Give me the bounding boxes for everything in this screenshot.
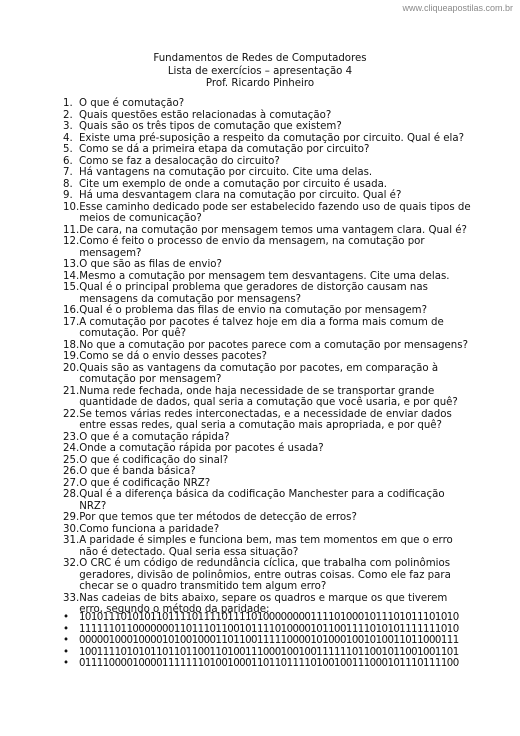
question-item (63, 179, 473, 191)
question-text: Qual é o principal problema que geradores de distorção causam nas mensagens da comutação por mensagens? (79, 282, 428, 305)
question-text: Como se faz a desalocação do circuito? (79, 155, 280, 167)
question-number: 15. (63, 282, 80, 293)
question-item (63, 271, 473, 283)
question-text: Como funciona a paridade? (79, 523, 220, 535)
question-text: Existe uma pré-suposição a respeito da comutação por circuito. Qual é ela? (79, 132, 464, 144)
question-text: Nas cadeias de bits abaixo, separe os quadros e marque os que tiverem erro, segundo o método da paridade: (79, 592, 448, 615)
question-item (63, 340, 473, 352)
question-item (63, 443, 473, 455)
question-item (63, 98, 473, 110)
bit-string: 1010111010101101111011110111101000000001111010001011101011101010 (79, 612, 459, 623)
bit-string-item (63, 635, 483, 647)
question-text: O que é codificação do sinal? (79, 454, 229, 466)
question-text: O que é codificação NRZ? (79, 477, 211, 489)
question-number: 22. (63, 408, 80, 420)
question-text: Como se dá o envio desses pacotes? (79, 351, 267, 362)
question-item (63, 236, 473, 259)
site-watermark: www.cliqueapostilas.com.br (402, 3, 513, 13)
question-item (63, 524, 473, 536)
question-number: 14. (63, 270, 80, 282)
question-number: 17. (63, 316, 80, 328)
question-item (63, 202, 473, 225)
question-number: 26. (63, 466, 80, 477)
question-text: O que são as filas de envio? (79, 259, 222, 270)
question-number: 33. (63, 592, 80, 604)
question-number: 27. (63, 477, 80, 489)
question-number: 30. (63, 523, 80, 535)
question-number: 28. (63, 489, 80, 500)
bit-string-item (63, 647, 483, 659)
question-number: 1. (63, 98, 73, 109)
question-number: 5. (63, 144, 73, 155)
question-list (63, 98, 473, 616)
bit-string-item (63, 624, 483, 636)
question-text: O que é a comutação rápida? (79, 431, 230, 443)
question-item (63, 466, 473, 478)
question-number: 18. (63, 339, 80, 351)
question-number: 7. (63, 167, 73, 178)
question-number: 21. (63, 385, 80, 397)
question-number: 9. (63, 190, 73, 201)
question-text: Há uma desvantagem clara na comutação por circuito. Qual é? (79, 190, 402, 201)
question-number: 2. (63, 109, 73, 121)
question-item (63, 317, 473, 340)
question-item (63, 535, 473, 558)
bullet-icon: • (63, 658, 70, 669)
question-number: 20. (63, 362, 80, 374)
question-number: 25. (63, 454, 80, 466)
question-text: Qual é o problema das filas de envio na comutação por mensagem? (79, 305, 428, 316)
question-number: 4. (63, 132, 73, 144)
bit-string: 0000010001000010100100011011001111100001010001001010011011000111 (79, 635, 459, 646)
question-number: 29. (63, 512, 80, 523)
question-text: A comutação por pacotes é talvez hoje em dia a forma mais comum de comutação. Por quê? (79, 316, 444, 339)
question-item (63, 259, 473, 271)
question-number: 10. (63, 201, 80, 213)
bullet-icon: • (63, 646, 70, 658)
question-item (63, 409, 473, 432)
question-text: O CRC é um código de redundância cíclica, que trabalha com polinômios geradores, divisão de polinômios, entre outras coisas. Como ele faz para checar se o quadro transmitido tem algum erro? (79, 558, 451, 592)
question-number: 19. (63, 351, 80, 362)
question-item (63, 156, 473, 168)
question-text: Qual é a diferença básica da codificação Manchester para a codificação NRZ? (79, 489, 445, 512)
question-item (63, 190, 473, 202)
question-item (63, 432, 473, 444)
question-number: 3. (63, 121, 73, 132)
question-number: 24. (63, 443, 80, 454)
question-item (63, 110, 473, 122)
question-item (63, 225, 473, 237)
bit-string-item (63, 612, 483, 624)
document-header (0, 53, 520, 91)
course-title: Fundamentos de Redes de Computadores (153, 53, 367, 64)
bullet-icon: • (63, 612, 70, 623)
bullet-icon: • (63, 623, 70, 635)
question-number: 12. (63, 236, 80, 247)
question-text: A paridade é simples e funciona bem, mas tem momentos em que o erro não é detectado. Qual seria essa situação? (79, 535, 453, 558)
bit-string: 0111100001000011111110100100011011011110100100111000101110111100 (79, 658, 459, 669)
question-item (63, 121, 473, 133)
question-item (63, 133, 473, 145)
question-text: Numa rede fechada, onde haja necessidade de se transportar grande quantidade de dados, qual seria a comutação que você usaria, e por quê? (79, 385, 458, 408)
question-text: Há vantagens na comutação por circuito. Cite uma delas. (79, 167, 373, 178)
question-item (63, 558, 473, 593)
question-item (63, 144, 473, 156)
question-item (63, 282, 473, 305)
question-text: Quais são os três tipos de comutação que existem? (79, 121, 342, 132)
question-text: Como é feito o processo de envio da mensagem, na comutação por mensagem? (79, 236, 425, 259)
question-item (63, 478, 473, 490)
question-number: 31. (63, 535, 80, 546)
question-text: Quais questões estão relacionadas à comutação? (79, 109, 332, 121)
professor-name: Prof. Ricardo Pinheiro (205, 78, 315, 89)
bit-string-list (63, 612, 483, 670)
question-text: Quais são as vantagens da comutação por pacotes, em comparação à comutação por mensagem? (79, 362, 439, 385)
bullet-icon: • (63, 635, 70, 646)
question-text: No que a comutação por pacotes parece com a comutação por mensagens? (79, 339, 468, 351)
question-text: Se temos várias redes interconectadas, e a necessidade de enviar dados entre essas redes, qual seria a comutação mais apropriada, e por quê? (79, 408, 452, 431)
question-number: 32. (63, 558, 80, 569)
bit-string-item (63, 658, 483, 670)
question-text: Esse caminho dedicado pode ser estabelecido fazendo uso de quais tipos de meios de comunicação? (79, 201, 471, 224)
bit-string: 1001111010101101101100110100111000100100111111011001011001001101 (79, 646, 459, 658)
question-text: Cite um exemplo de onde a comutação por circuito é usada. (79, 178, 388, 190)
question-number: 23. (63, 431, 80, 443)
question-text: O que é comutação? (79, 98, 185, 109)
question-text: De cara, na comutação por mensagem temos uma vantagem clara. Qual é? (79, 224, 467, 236)
question-number: 16. (63, 305, 80, 316)
question-item (63, 455, 473, 467)
question-number: 11. (63, 224, 80, 236)
question-number: 13. (63, 259, 80, 270)
question-text: O que é banda básica? (79, 466, 196, 477)
question-item (63, 305, 473, 317)
question-text: Por que temos que ter métodos de detecção de erros? (79, 512, 357, 523)
question-number: 6. (63, 155, 73, 167)
bit-string: 1111110110000000110111011001011110100001011001111010101111111010 (79, 623, 459, 635)
question-text: Onde a comutação rápida por pacotes é usada? (79, 443, 324, 454)
question-item (63, 351, 473, 363)
question-item (63, 363, 473, 386)
question-item (63, 167, 473, 179)
question-item (63, 489, 473, 512)
question-item (63, 512, 473, 524)
question-text: Mesmo a comutação por mensagem tem desvantagens. Cite uma delas. (79, 270, 450, 282)
question-number: 8. (63, 178, 73, 190)
question-item (63, 386, 473, 409)
question-text: Como se dá a primeira etapa da comutação por circuito? (79, 144, 370, 155)
exercise-list-title: Lista de exercícios – apresentação 4 (167, 65, 353, 77)
